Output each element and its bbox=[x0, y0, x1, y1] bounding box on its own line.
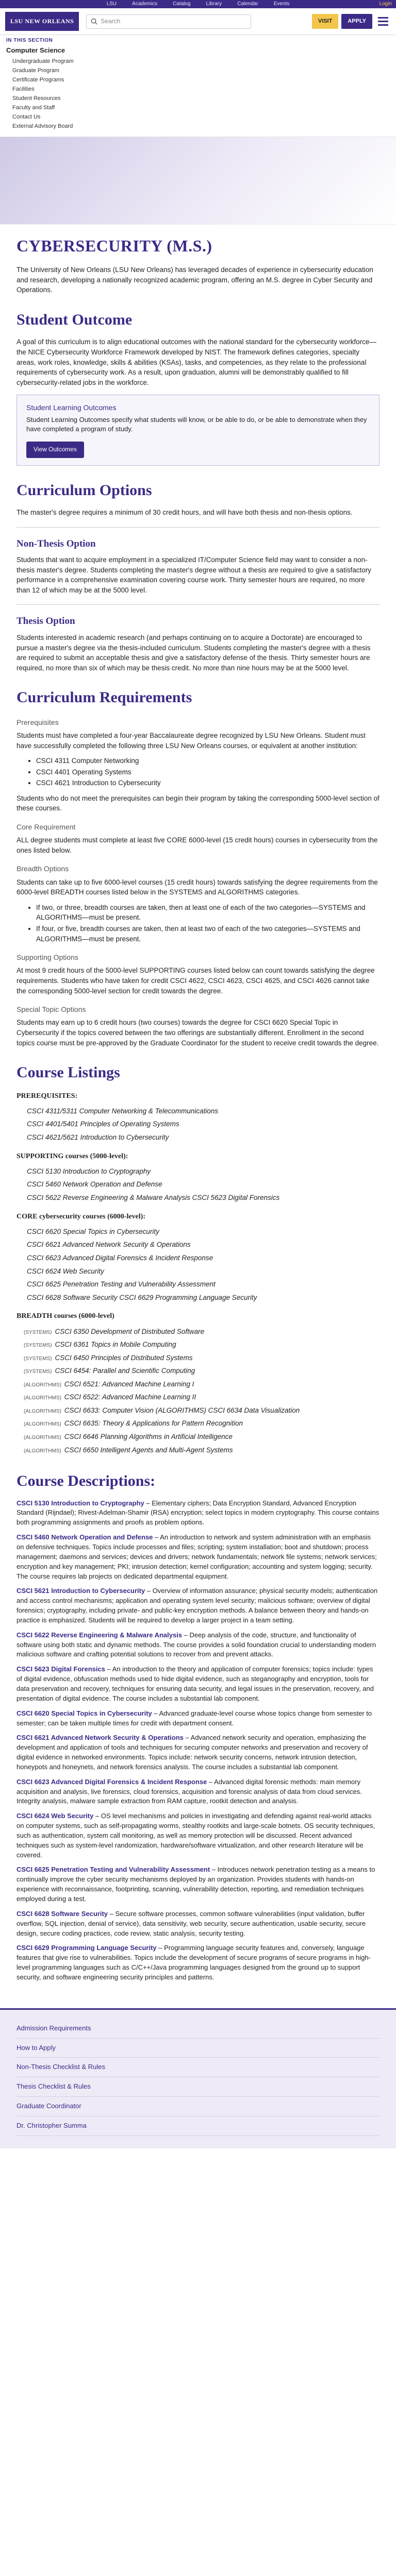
course-code: CSCI 5130 Introduction to Cryptography bbox=[16, 1499, 144, 1507]
course-code: CSCI 6625 Penetration Testing and Vulnerability Assessment bbox=[16, 1866, 210, 1874]
course-description bbox=[16, 1586, 380, 1625]
course-title[interactable]: CSCI 5622 Reverse Engineering & Malware Analysis CSCI 5623 Digital Forensics bbox=[27, 1193, 280, 1201]
prereq-heading: Prerequisites bbox=[16, 718, 59, 726]
listing-group-heading: BREADTH courses (6000-level) bbox=[16, 1312, 114, 1320]
course-listing-row bbox=[16, 1417, 380, 1430]
course-listing-row bbox=[16, 1378, 380, 1391]
course-listing-row bbox=[16, 1225, 380, 1239]
section-nav-current[interactable]: Computer Science bbox=[6, 46, 65, 54]
divider bbox=[16, 527, 380, 528]
course-title[interactable]: CSCI 5460 Network Operation and Defense bbox=[27, 1180, 162, 1189]
core-heading: Core Requirement bbox=[16, 823, 76, 831]
course-listing-row bbox=[16, 1278, 380, 1291]
list-item: • If four, or five, breadth courses are taken, then at least two of each of the two categories—SYSTEMS and ALGORITHMS—must be present. bbox=[36, 924, 380, 944]
visit-button[interactable]: VISIT bbox=[312, 14, 339, 29]
course-code: CSCI 5460 Network Operation and Defense bbox=[16, 1533, 153, 1541]
course-listing-row bbox=[16, 1165, 380, 1178]
course-description bbox=[16, 1631, 380, 1660]
course-description-text: – OS level mechanisms and policies in investigating and defending against real-world attacks on computer systems, such as self-propagating worms, stealthy rootkits and large-scale botnets. OS security techniques, such as authentication, system call monitoring, as well as memory protection will be discussed. Recent advanced techniques such as system-level randomization, hardware/software virtualization, and other research literature will be covered. bbox=[16, 1812, 375, 1859]
breadth-list bbox=[36, 903, 380, 944]
options-paragraph: The master's degree requires a minimum of 30 credit hours, and will have both thesis and non-thesis options. bbox=[16, 509, 353, 517]
course-description bbox=[16, 1733, 380, 1772]
nonthesis-heading: Non-Thesis Option bbox=[16, 538, 96, 549]
course-description-text: – Deep analysis of the code, structure, and functionality of software using both static and dynamic methods. The course provides a solid foundation crucial to understanding modern malicious software and crafting potential solutions to recover from and prevent attacks. bbox=[16, 1631, 376, 1658]
divider bbox=[16, 604, 380, 605]
course-title[interactable]: CSCI 4621/5621 Introduction to Cybersecurity bbox=[27, 1133, 169, 1141]
course-listing-row bbox=[16, 1105, 380, 1118]
course-code: CSCI 6628 Software Security bbox=[16, 1909, 108, 1918]
thesis-heading: Thesis Option bbox=[16, 616, 75, 627]
footer-link[interactable]: Non-Thesis Checklist & Rules bbox=[16, 2058, 380, 2077]
course-category: (ALGORITHMS) bbox=[24, 1448, 61, 1454]
hero-banner bbox=[0, 137, 396, 225]
course-description-text: – Advanced digital forensic methods: main memory acquisition and analysis, live forensics, cloud forensics, acquisition and forensic analysis of data from cloud services. Integrity analysis, malware sample extraction from RAM capture, rootkit detection and analysis. bbox=[16, 1777, 362, 1805]
course-descriptions bbox=[16, 1499, 380, 1982]
course-title[interactable]: CSCI 6635: Theory & Applications for Pattern Recognition bbox=[64, 1419, 243, 1428]
section-nav-item[interactable]: Graduate Program bbox=[12, 67, 60, 74]
course-title[interactable]: CSCI 6624 Web Security bbox=[27, 1267, 104, 1275]
course-code: CSCI 6620 Special Topics in Cybersecurity bbox=[16, 1709, 152, 1717]
course-title[interactable]: CSCI 6650 Intelligent Agents and Multi-Agent Systems bbox=[64, 1446, 233, 1454]
listing-group-heading: CORE cybersecurity courses (6000-level): bbox=[16, 1212, 145, 1221]
supporting-paragraph: At most 9 credit hours of the 5000-level SUPPORTING courses listed below can count towards satisfying the degree requirements. Students who have taken for credit CSCI 4622, CSCI 4623, CSCI 4625, and CSCI 4626 cannot take the corresponding 5000-level section for credit towards the degree. bbox=[16, 967, 375, 995]
course-category: (SYSTEMS) bbox=[24, 1329, 52, 1335]
utility-link[interactable]: Events bbox=[273, 1, 290, 7]
core-paragraph: ALL degree students must complete at least five CORE 6000-level (15 credit hours) courses in cybersecurity from the ones listed below. bbox=[16, 836, 378, 854]
course-title[interactable]: CSCI 6621 Advanced Network Security & Operations bbox=[27, 1241, 191, 1249]
section-nav-item[interactable]: Facilities bbox=[12, 86, 35, 93]
section-nav bbox=[0, 35, 396, 137]
section-nav-item[interactable]: Undergraduate Program bbox=[12, 58, 74, 65]
search-placeholder: Search bbox=[101, 17, 121, 25]
utility-link[interactable]: Calendar bbox=[237, 1, 258, 7]
course-title[interactable]: CSCI 6625 Penetration Testing and Vulnerability Assessment bbox=[27, 1280, 216, 1289]
footer-link[interactable]: Thesis Checklist & Rules bbox=[16, 2077, 380, 2097]
course-description-text: – Overview of information assurance; physical security models; authentication and access control mechanisms; application and operating system level security; malicious software; overview of digital forensics; cryptography, including private- and public-key encryption methods. A balance between theory and hands-on practice is emphasized. Students will be required to develop a larger project in a team setting. bbox=[16, 1587, 378, 1624]
course-title[interactable]: CSCI 6633: Computer Vision (ALGORITHMS) CSCI 6634 Data Visualization bbox=[64, 1406, 300, 1414]
course-listing-row bbox=[16, 1325, 380, 1338]
section-nav-item[interactable]: Certificate Programs bbox=[12, 77, 64, 83]
course-listing-row bbox=[16, 1404, 380, 1417]
course-description bbox=[16, 1865, 380, 1904]
course-title[interactable]: CSCI 4311/5311 Computer Networking & Telecommunications bbox=[27, 1107, 219, 1115]
course-description-text: – An introduction to network and system administration with an emphasis on defensive techniques. Topics include processes and files; scripting; system installation; boot and shutdown; process management; daemons and services; devices and drivers; network fundamentals; network file systems; network services; encryption and key management; PKI; intrusion detection; kernel configuration; accounting and system logging; security. The course requires lab projects on dedicated departmental equipment. bbox=[16, 1533, 377, 1580]
course-listing-row bbox=[16, 1178, 380, 1191]
thesis-paragraph: Students interested in academic research (and perhaps continuing on to acquire a Doctorate) are encouraged to pursue a master's degree via the thesis-included curriculum. Students completing the master's degree with a thesis are required to submit an acceptable thesis and give a satisfactory defense of the thesis. Thirty semester hours are required, no more than six of which may be thesis credit. No more than nine hours may be at the 5000 level. bbox=[16, 634, 371, 672]
intro-paragraph: The University of New Orleans (LSU New Orleans) has leveraged decades of experience in cybersecurity education and research, developing a nationally recognized academic program, offering an M.S. degree in Cyber Security and Operations. bbox=[16, 266, 373, 294]
course-code: CSCI 5623 Digital Forensics bbox=[16, 1665, 105, 1673]
outcome-heading: Student Outcome bbox=[16, 311, 133, 328]
course-description bbox=[16, 1709, 380, 1728]
prereq-after: Students who do not meet the prerequisites can begin their program by taking the corresponding 5000-level section of these courses. bbox=[16, 794, 380, 812]
course-listing-row bbox=[16, 1444, 380, 1457]
course-title[interactable]: CSCI 6350 Development of Distributed Software bbox=[55, 1327, 205, 1335]
search-box[interactable] bbox=[86, 14, 251, 29]
course-title[interactable]: CSCI 6361 Topics in Mobile Computing bbox=[55, 1341, 176, 1349]
list-item: • CSCI 4401 Operating Systems bbox=[36, 767, 380, 777]
course-description bbox=[16, 1665, 380, 1703]
course-code: CSCI 6623 Advanced Digital Forensics & Incident Response bbox=[16, 1777, 207, 1786]
course-description bbox=[16, 1909, 380, 1939]
course-category: (SYSTEMS) bbox=[24, 1369, 52, 1375]
course-title[interactable]: CSCI 6628 Software Security CSCI 6629 Programming Language Security bbox=[27, 1293, 257, 1301]
section-nav-item[interactable]: External Advisory Board bbox=[12, 123, 73, 129]
course-description-text: – Advanced graduate-level course whose topics change from semester to semester; can be taken multiple times for credit with department consent. bbox=[16, 1709, 372, 1727]
descriptions-heading: Course Descriptions: bbox=[16, 1472, 156, 1490]
course-description bbox=[16, 1943, 380, 1982]
callout-title: Student Learning Outcomes bbox=[26, 403, 117, 412]
course-listings bbox=[16, 1091, 380, 1457]
login-link[interactable]: Login bbox=[379, 1, 392, 7]
course-description bbox=[16, 1533, 380, 1581]
course-listing-row bbox=[16, 1430, 380, 1444]
footer-link[interactable]: Dr. Christopher Summa bbox=[16, 2116, 380, 2136]
course-category: (SYSTEMS) bbox=[24, 1343, 52, 1349]
prereq-list bbox=[36, 756, 380, 788]
callout-text: Student Learning Outcomes specify what students will know, or be able to do, or be able to demonstrate when they have completed a program of study. bbox=[26, 415, 367, 433]
course-code: CSCI 6629 Programming Language Security bbox=[16, 1944, 157, 1952]
course-category: (ALGORITHMS) bbox=[24, 1421, 61, 1428]
course-title[interactable]: CSCI 6623 Advanced Digital Forensics & Incident Response bbox=[27, 1253, 213, 1262]
course-title[interactable]: CSCI 4401/5401 Principles of Operating Systems bbox=[27, 1120, 179, 1128]
list-item: • If two, or three, breadth courses are taken, then at least one of each of the two categories—SYSTEMS and ALGORITHMS—must be present. bbox=[36, 903, 380, 923]
course-listing-row bbox=[16, 1351, 380, 1365]
course-description-text: – Elementary ciphers; Data Encryption Standard, Advanced Encryption Standard (Rijndael); Rivest-Adelman-Shamir (RSA) encryption; select topics in modern cryptography. This course contains both programming assignments and proofs as problem options. bbox=[16, 1499, 380, 1527]
course-title[interactable]: CSCI 5130 Introduction to Cryptography bbox=[27, 1167, 151, 1175]
related-links bbox=[0, 2008, 396, 2148]
course-description bbox=[16, 1811, 380, 1860]
footer-link[interactable]: Graduate Coordinator bbox=[16, 2097, 380, 2116]
course-description-text: – Introduces network penetration testing as a means to continually improve the cyber security mechanisms deployed by an organization. Provides students with hands-on experience with reconnaissance, footprinting, scanning, vulnerability detection, reporting, and remediation techniques employed during a test. bbox=[16, 1866, 375, 1903]
listing-group-heading: PREREQUISITES: bbox=[16, 1092, 78, 1100]
course-listing-row bbox=[16, 1117, 380, 1131]
course-category: (SYSTEMS) bbox=[24, 1355, 52, 1362]
utility-link[interactable]: Library bbox=[206, 1, 222, 7]
listing-group-heading: SUPPORTING courses (5000-level): bbox=[16, 1152, 128, 1160]
section-nav-heading: IN THIS SECTION bbox=[6, 38, 53, 43]
prereq-paragraph: Students must have completed a four-year Baccalaureate degree recognized by LSU New Orleans. Student must have successfully completed the following three LSU New Orleans courses, or equivalent at another institution: bbox=[16, 732, 366, 750]
course-listing-row bbox=[16, 1238, 380, 1251]
view-outcomes-button[interactable]: View Outcomes bbox=[26, 442, 84, 457]
course-listing-row bbox=[16, 1191, 380, 1205]
listings-heading: Course Listings bbox=[16, 1064, 120, 1081]
course-category: (ALGORITHMS) bbox=[24, 1408, 61, 1414]
course-code: CSCI 5621 Introduction to Cybersecurity bbox=[16, 1587, 145, 1595]
site-logo[interactable]: LSU NEW ORLEANS bbox=[5, 12, 79, 31]
course-title[interactable]: CSCI 6454: Parallel and Scientific Computing bbox=[55, 1367, 195, 1375]
list-item: • CSCI 4621 Introduction to Cybersecurity bbox=[36, 778, 380, 788]
search-icon bbox=[91, 18, 97, 25]
course-category: (ALGORITHMS) bbox=[24, 1382, 61, 1388]
course-code: CSCI 5622 Reverse Engineering & Malware Analysis bbox=[16, 1631, 183, 1639]
course-listing-row bbox=[16, 1338, 380, 1351]
course-listing-row bbox=[16, 1364, 380, 1378]
main-content bbox=[0, 225, 396, 2008]
special-heading: Special Topic Options bbox=[16, 1005, 86, 1014]
course-listing-row bbox=[16, 1131, 380, 1144]
course-title[interactable]: CSCI 6646 Planning Algorithms in Artificial Intelligence bbox=[64, 1433, 233, 1440]
course-title[interactable]: CSCI 6450 Principles of Distributed Systems bbox=[55, 1353, 193, 1362]
course-description-text: – Advanced network security and operation, emphasizing the development and application of tools and techniques for securing computer networks and preservation and recovery of digital evidence in networked environments. Topics include: network security concerns, network intrusion detection, honeypots and honeynets, and network forensics analysis. The course includes a substantial lab component. bbox=[16, 1734, 368, 1771]
footer-link[interactable]: How to Apply bbox=[16, 2039, 380, 2058]
section-nav-item[interactable]: Contact Us bbox=[12, 113, 41, 120]
page-title: CYBERSECURITY (M.S.) bbox=[16, 236, 212, 255]
requirements-heading: Curriculum Requirements bbox=[16, 689, 192, 706]
course-title[interactable]: CSCI 6521: Advanced Machine Learning I bbox=[64, 1380, 194, 1388]
breadth-paragraph: Students can take up to five 6000-level courses (15 credit hours) towards satisfying the degree requirements from the 6000-level BREADTH courses listed below in the SYSTEMS and ALGORITHMS categories. bbox=[16, 878, 378, 896]
site-header bbox=[0, 8, 396, 35]
learning-outcomes-callout bbox=[16, 395, 380, 465]
options-heading: Curriculum Options bbox=[16, 481, 152, 499]
course-code: CSCI 6621 Advanced Network Security & Operations bbox=[16, 1734, 184, 1742]
course-listing-row bbox=[16, 1291, 380, 1304]
course-listing-row bbox=[16, 1391, 380, 1404]
course-title[interactable]: CSCI 6620 Special Topics in Cybersecurity bbox=[27, 1227, 159, 1235]
section-nav-item[interactable]: Faculty and Staff bbox=[12, 105, 55, 111]
utility-link[interactable]: LSU bbox=[106, 1, 117, 7]
utility-link[interactable]: Academics bbox=[132, 1, 158, 7]
section-nav-item[interactable]: Student Resources bbox=[12, 95, 61, 102]
course-description-text: – Secure software processes, common software vulnerabilities (input validation, buffer overflow, SQL injection, denial of service), data sensitivity, web security, secure authentication, usable security, secure design, secure coding practices, code review, static analysis, security testing. bbox=[16, 1909, 366, 1937]
course-description bbox=[16, 1777, 380, 1807]
course-description-text: – Programming language security features and, conversely, language features that give rise to vulnerabilities. Topics include the development of secure programs of secure programs in high-level programming languages such as C/C++/Java programming languages designed from the ground up to support security, and software engineering security principles and patterns. bbox=[16, 1944, 371, 1981]
nonthesis-paragraph: Students that want to acquire employment in a specialized IT/Computer Science field may want to consider a non-thesis master's degree. Students completing the master's degree without a thesis are required to give a satisfactory performance in a comprehensive examination covering course work. Thirty semester hours are required, no more than 12 of which may be at the 5000 level. bbox=[16, 556, 372, 594]
list-item: • CSCI 4311 Computer Networking bbox=[36, 756, 380, 766]
special-paragraph: Students may earn up to 6 credit hours (two courses) towards the degree for CSCI 6620 Special Topic in Cybersecurity if the topics covered between the two offerings are substantially different. Enrollment in the second topics course must be pre-approved by the Graduate Coordinator for the student to receive credit towards the degree. bbox=[16, 1019, 379, 1047]
breadth-heading: Breadth Options bbox=[16, 865, 69, 873]
apply-button[interactable]: APPLY bbox=[341, 14, 372, 29]
course-category: (ALGORITHMS) bbox=[24, 1435, 61, 1440]
course-description bbox=[16, 1499, 380, 1528]
course-description-text: – An introduction to the theory and application of computer forensics; topics include: types of digital evidence, obfuscation methods used to hide digital evidence, such as steganography and encryption, tools for data preservation and recovery, techniques for ensuring data security, and legal issues in the preservation, recovery, and presentation of digital evidence. The course includes a substantial lab component. bbox=[16, 1665, 374, 1702]
course-listing-row bbox=[16, 1265, 380, 1278]
course-category: (ALGORITHMS) bbox=[24, 1395, 61, 1401]
course-title[interactable]: CSCI 6522: Advanced Machine Learning II bbox=[64, 1393, 196, 1401]
footer-link[interactable]: Admission Requirements bbox=[16, 2019, 380, 2039]
utility-bar bbox=[0, 0, 396, 8]
outcome-paragraph: A goal of this curriculum is to align educational outcomes with the national standard for the cybersecurity workforce—the NICE Cybersecurity Workforce Framework developed by NIST. The framework defines categories, specialty areas, work roles, knowledge, skills & abilities (KSAs), tasks, and competencies, as they relate to the professional requirements of cybersecurity work. As a result, upon graduation, alumni will be demonstrably qualified to fill cybersecurity-related jobs in the workforce. bbox=[16, 338, 376, 386]
utility-link[interactable]: Catalog bbox=[173, 1, 191, 7]
course-code: CSCI 6624 Web Security bbox=[16, 1812, 94, 1820]
supporting-heading: Supporting Options bbox=[16, 953, 78, 962]
course-listing-row bbox=[16, 1251, 380, 1265]
menu-icon[interactable] bbox=[375, 14, 391, 29]
